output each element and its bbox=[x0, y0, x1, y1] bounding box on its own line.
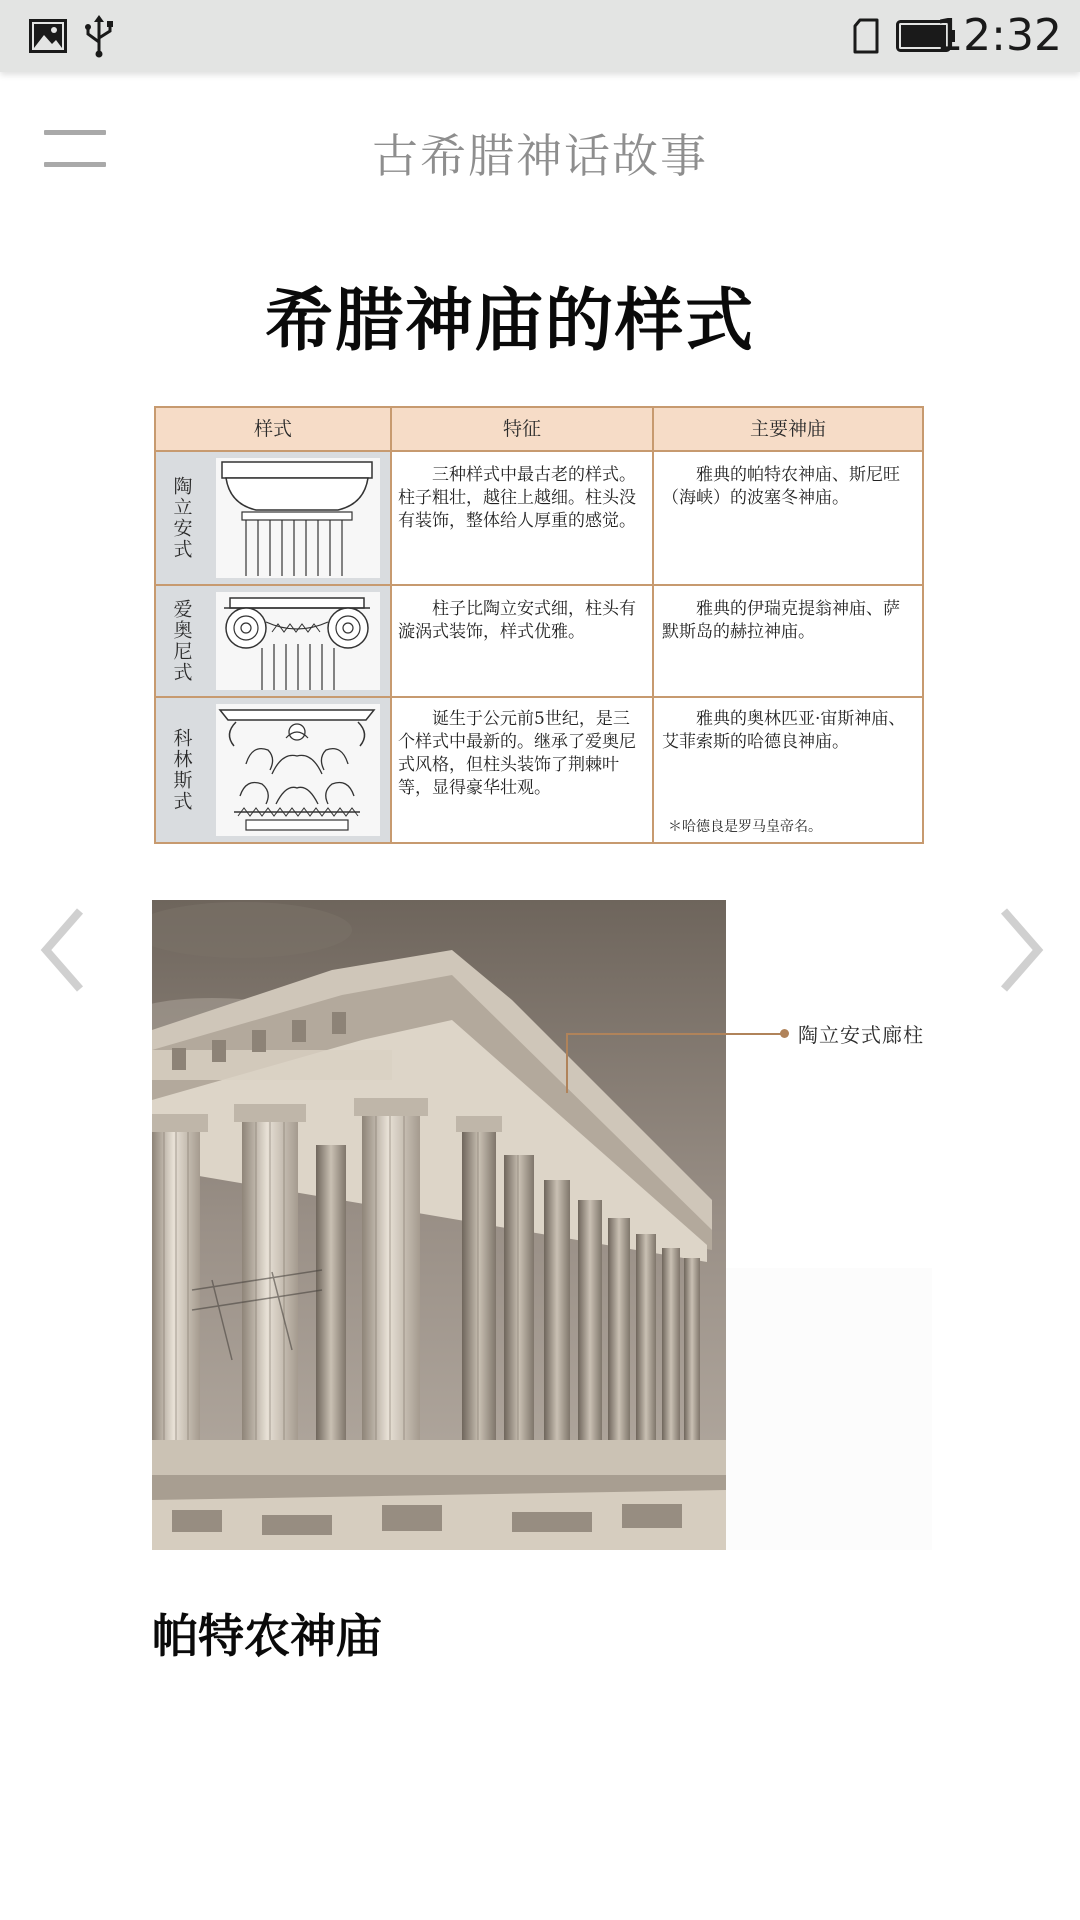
temple-styles-table bbox=[154, 406, 924, 844]
hadrian-footnote: ＊哈德良是罗马皇帝名。 bbox=[668, 819, 822, 835]
chevron-left-icon[interactable] bbox=[36, 905, 96, 995]
doric-feature-text: 三种样式中最古老的样式。柱子粗壮，越往上越细。柱头没有装饰，整体给人厚重的感觉。 bbox=[398, 465, 636, 531]
app-title: 古希腊神话故事 bbox=[372, 129, 708, 183]
table-header-temples: 主要神庙 bbox=[749, 418, 826, 440]
photo-caption: 帕特农神庙 bbox=[152, 1609, 382, 1663]
ionic-capital-illustration bbox=[208, 586, 390, 696]
ionic-temples-text: 雅典的伊瑞克提翁神庙、萨默斯岛的赫拉神庙。 bbox=[662, 599, 900, 642]
usb-icon bbox=[82, 14, 116, 58]
table-row-doric-label bbox=[156, 452, 208, 584]
image-icon bbox=[28, 18, 68, 54]
callout-line bbox=[566, 1033, 568, 1093]
table-header-row bbox=[156, 408, 922, 452]
style-name: 科林斯式 bbox=[170, 728, 193, 812]
ionic-feature-text: 柱子比陶立安式细，柱头有漩涡式装饰，样式优雅。 bbox=[398, 599, 636, 642]
table-header-feature: 特征 bbox=[502, 418, 541, 440]
parthenon-photo bbox=[152, 900, 726, 1550]
status-time: 12:32 bbox=[935, 10, 1062, 61]
doric-colonnade-label: 陶立安式廊柱 bbox=[798, 1023, 924, 1047]
table-divider bbox=[390, 408, 392, 842]
doric-capital-illustration bbox=[208, 452, 390, 584]
doric-temples-text: 雅典的帕特农神庙、斯尼旺（海峡）的波塞冬神庙。 bbox=[662, 465, 900, 508]
table-header-style: 样式 bbox=[253, 418, 292, 440]
callout-dot bbox=[780, 1029, 789, 1038]
table-row-corinthian-label bbox=[156, 698, 208, 842]
corinthian-temples-text: 雅典的奥林匹亚·宙斯神庙、艾菲索斯的哈德良神庙。 bbox=[662, 709, 906, 752]
table-row-ionic-label bbox=[156, 586, 208, 696]
style-name: 陶立安式 bbox=[170, 476, 193, 560]
chevron-right-icon[interactable] bbox=[988, 905, 1048, 995]
photo-blank-area bbox=[726, 1268, 932, 1550]
style-name: 爱奥尼式 bbox=[170, 599, 193, 683]
callout-line bbox=[566, 1033, 784, 1035]
corinthian-feature-text: 诞生于公元前5世纪，是三个样式中最新的。继承了爱奥尼式风格，但柱头装饰了荆棘叶等，显得豪华壮观。 bbox=[398, 709, 636, 798]
table-divider bbox=[652, 408, 654, 842]
corinthian-capital-illustration bbox=[208, 698, 390, 842]
page-title: 希腊神庙的样式 bbox=[264, 282, 755, 361]
status-bar bbox=[0, 0, 1080, 72]
sim-card-icon bbox=[852, 18, 880, 54]
